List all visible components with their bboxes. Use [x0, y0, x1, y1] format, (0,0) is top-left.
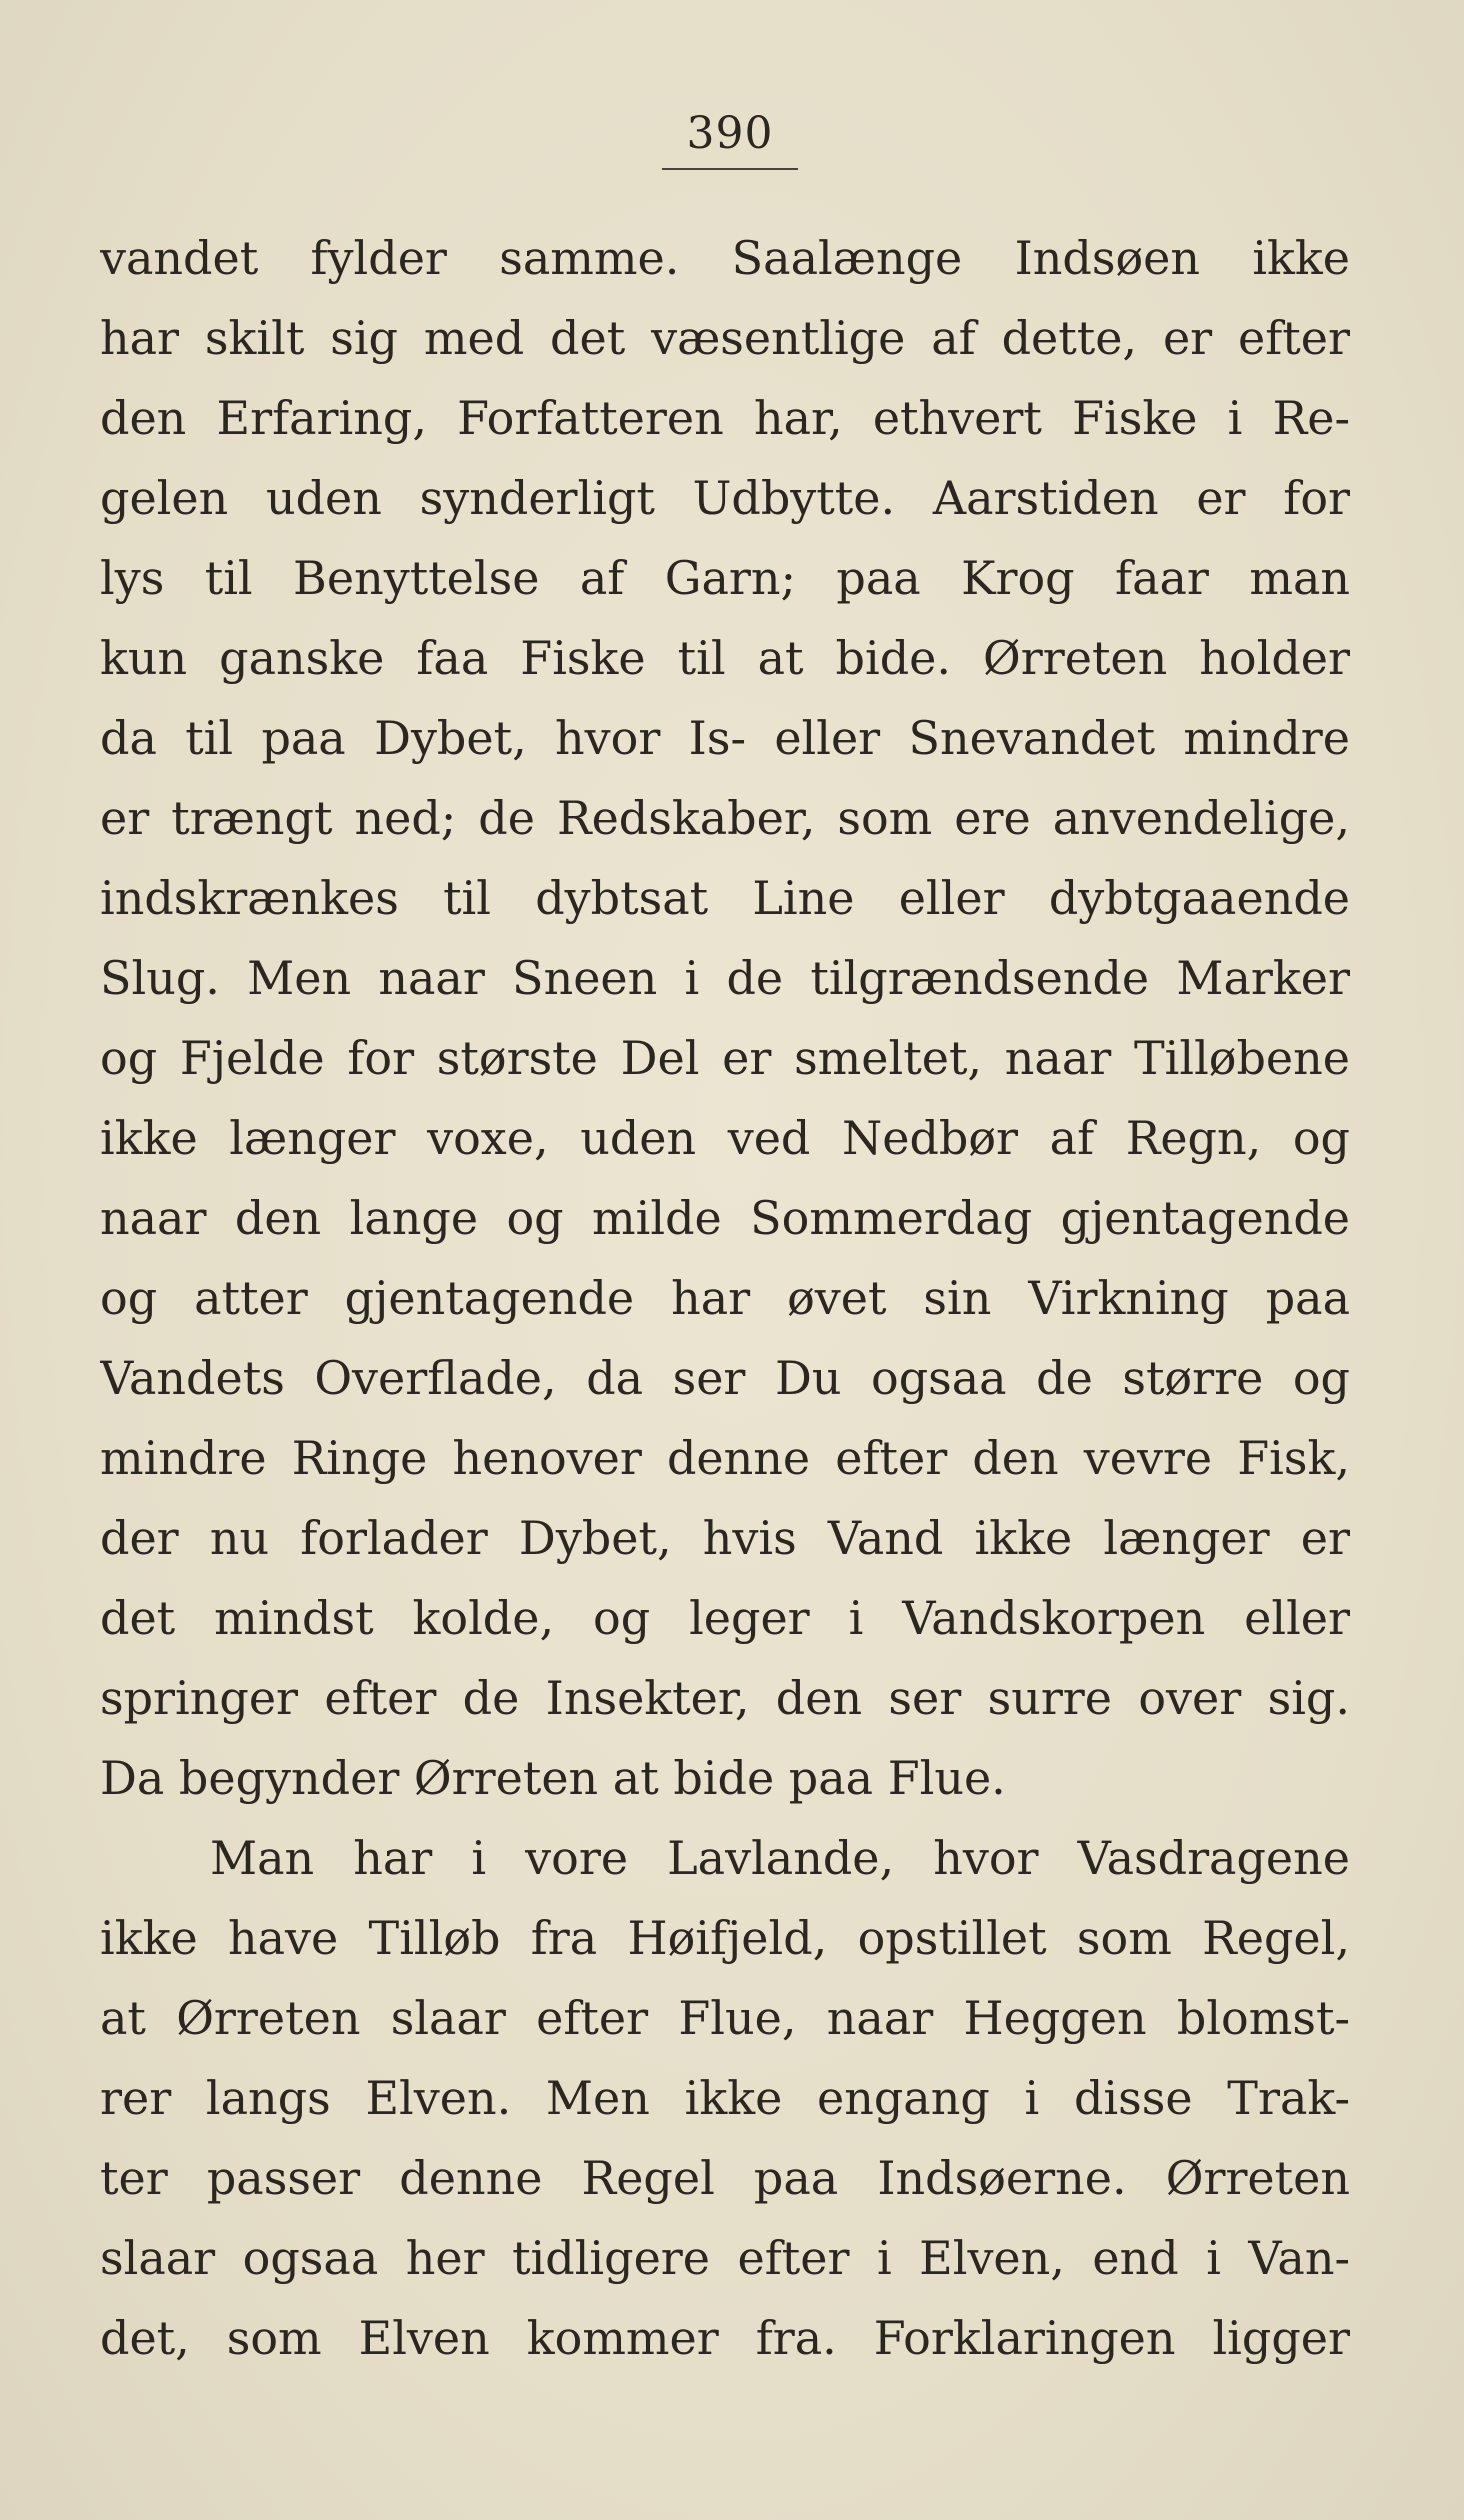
page-number-rule: [662, 168, 798, 170]
text-line: ter passer denne Regel paa Indsøerne. Ørreten: [100, 2151, 1350, 2205]
text-line: gelen uden synderligt Udbytte. Aarstiden er for: [100, 471, 1350, 525]
text-line: mindre Ringe henover denne efter den vevre Fisk,: [100, 1431, 1350, 1485]
text-line: naar den lange og milde Sommerdag gjentagende: [100, 1191, 1350, 1245]
text-line: Vandets Overflade, da ser Du ogsaa de større og: [100, 1351, 1350, 1405]
text-line: og Fjelde for største Del er smeltet, naar Tilløbene: [100, 1031, 1350, 1085]
text-line: Man har i vore Lavlande, hvor Vasdragene: [210, 1831, 1350, 1885]
text-line: der nu forlader Dybet, hvis Vand ikke længer er: [100, 1511, 1350, 1565]
text-line: Da begynder Ørreten at bide paa Flue.: [100, 1751, 1006, 1805]
text-line: har skilt sig med det væsentlige af dette, er efter: [100, 311, 1350, 365]
text-line: er trængt ned; de Redskaber, som ere anvendelige,: [100, 791, 1350, 845]
text-line: indskrænkes til dybtsat Line eller dybtgaaende: [100, 871, 1350, 925]
text-line: det, som Elven kommer fra. Forklaringen ligger: [100, 2311, 1350, 2365]
text-line: slaar ogsaa her tidligere efter i Elven, end i Van-: [100, 2231, 1350, 2285]
text-line: ikke længer voxe, uden ved Nedbør af Regn, og: [100, 1111, 1350, 1165]
text-line: det mindst kolde, og leger i Vandskorpen eller: [100, 1591, 1350, 1645]
page-number: 390: [686, 108, 774, 159]
text-line: og atter gjentagende har øvet sin Virkning paa: [100, 1271, 1350, 1325]
text-line: kun ganske faa Fiske til at bide. Ørreten holder: [100, 631, 1350, 685]
text-line: lys til Benyttelse af Garn; paa Krog faar man: [100, 551, 1350, 605]
body-text: [100, 218, 1350, 2378]
text-line: den Erfaring, Forfatteren har, ethvert Fiske i Re-: [100, 391, 1350, 445]
text-line: rer langs Elven. Men ikke engang i disse Trak-: [100, 2071, 1350, 2125]
text-line: da til paa Dybet, hvor Is- eller Snevandet mindre: [100, 711, 1350, 765]
text-line: ikke have Tilløb fra Høifjeld, opstillet som Regel,: [100, 1911, 1350, 1965]
text-line: springer efter de Insekter, den ser surre over sig.: [100, 1671, 1350, 1725]
text-line: Slug. Men naar Sneen i de tilgrændsende Marker: [100, 951, 1350, 1005]
text-line: at Ørreten slaar efter Flue, naar Heggen blomst-: [100, 1991, 1350, 2045]
text-line: vandet fylder samme. Saalænge Indsøen ikke: [100, 231, 1350, 285]
